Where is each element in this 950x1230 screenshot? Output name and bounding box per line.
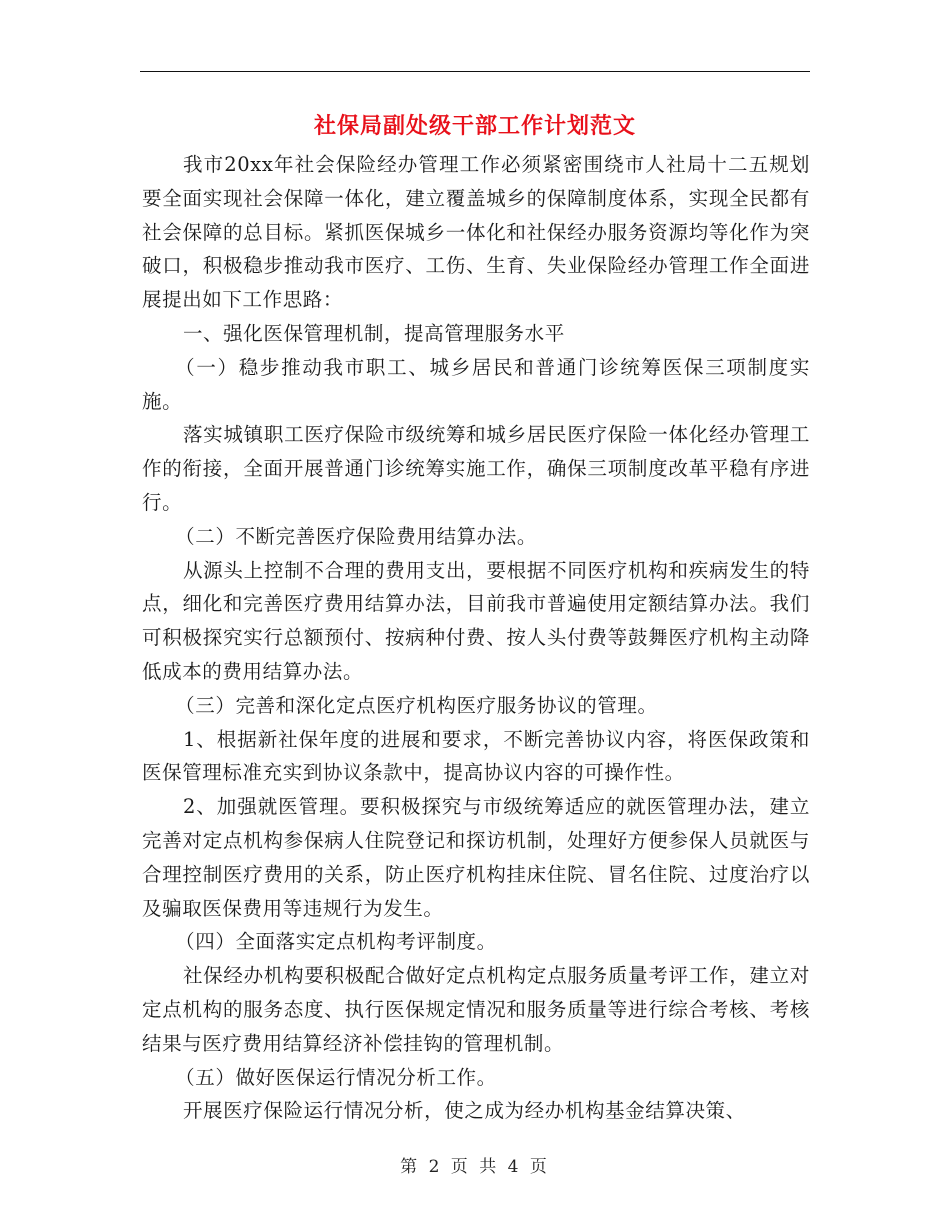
paragraph: 1、根据新社保年度的进展和要求，不断完善协议内容，将医保政策和医保管理标准充实到协议条款中，提高协议内容的可操作性。 xyxy=(142,727,810,785)
subheading-5: （五）做好医保运行情况分析工作。 xyxy=(175,1065,497,1089)
paragraph-intro: 我市20xx年社会保险经办管理工作必须紧密围绕市人社局十二五规划要全面实现社会保障一体化，建立覆盖城乡的保障制度体系，实现全民都有社会保障的总目标。紧抓医保城乡一体化和社保经办服务资源均等化作为突破口，积极稳步推动我市医疗、工伤、生育、失业保险经办管理工作全面进展提出如下工作思路： xyxy=(142,153,810,312)
section-heading-1: 一、强化医保管理机制，提高管理服务水平 xyxy=(182,321,565,345)
page-number-footer: 第 2 页 共 4 页 xyxy=(400,1157,550,1177)
subheading-4: （四）全面落实定点机构考评制度。 xyxy=(175,930,497,954)
header-rule xyxy=(140,71,810,72)
paragraph: 社保经办机构要积极配合做好定点机构定点服务质量考评工作，建立对定点机构的服务态度、执行医保规定情况和服务质量等进行综合考核、考核结果与医疗费用结算经济补偿挂钩的管理机制。 xyxy=(142,964,810,1055)
document-title: 社保局副处级干部工作计划范文 xyxy=(313,113,636,139)
paragraph: 落实城镇职工医疗保险市级统筹和城乡居民医疗保险一体化经办管理工作的衔接，全面开展普通门诊统筹实施工作，确保三项制度改革平稳有序进行。 xyxy=(142,423,810,514)
subheading-3: （三）完善和深化定点医疗机构医疗服务协议的管理。 xyxy=(175,693,658,717)
paragraph: 2、加强就医管理。要积极探究与市级统筹适应的就医管理办法，建立完善对定点机构参保病人住院登记和探访机制，处理好方便参保人员就医与合理控制医疗费用的关系，防止医疗机构挂床住院、冒名住院、过度治疗以及骗取医保费用等违规行为发生。 xyxy=(142,795,810,920)
paragraph: 开展医疗保险运行情况分析，使之成为经办机构基金结算决策、 xyxy=(182,1099,746,1123)
paragraph: 从源头上控制不合理的费用支出，要根据不同医疗机构和疾病发生的特点，细化和完善医疗费用结算办法，目前我市普遍使用定额结算办法。我们可积极探究实行总额预付、按病种付费、按人头付费等鼓舞医疗机构主动降低成本的费用结算办法。 xyxy=(142,558,810,683)
document-body xyxy=(142,148,810,1128)
subheading-1: （一）稳步推动我市职工、城乡居民和普通门诊统筹医保三项制度实施。 xyxy=(142,355,810,413)
subheading-2: （二）不断完善医疗保险费用结算办法。 xyxy=(175,524,537,548)
